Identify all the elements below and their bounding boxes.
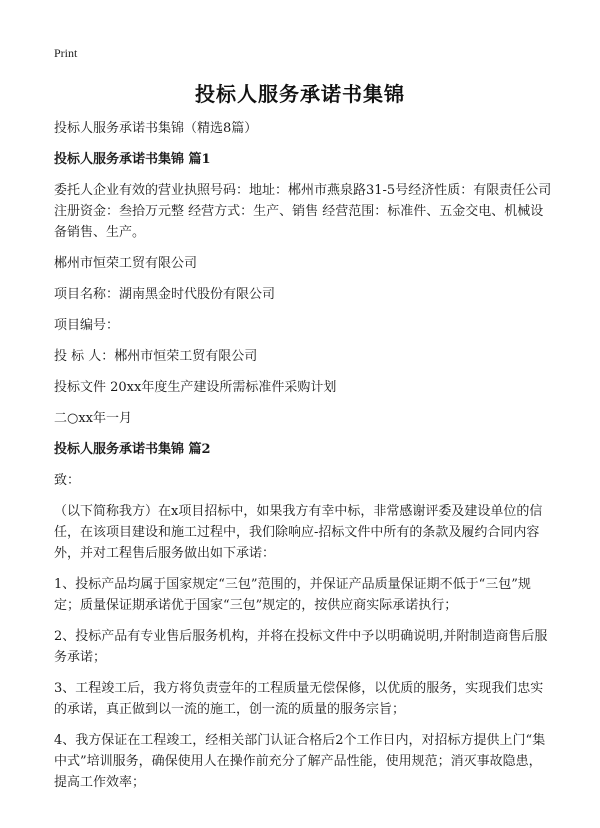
section-1-paragraph: 二○xx年一月 xyxy=(54,411,133,426)
section-2-paragraph: 致： xyxy=(54,473,81,488)
section-2-paragraph: 1、投标产品均属于国家规定“三包”范围的，并保证产品质量保证期不低于“三包”规定；质量保证期承诺优于国家“三包”规定的，按供应商实际承诺执行； xyxy=(54,577,531,613)
section-2-paragraph: 3、工程竣工后，我方将负责壹年的工程质量无偿保修，以优质的服务，实现我们忠实的承诺，真正做到以一流的施工，创一流的质量的服务宗旨； xyxy=(54,681,544,717)
section-1-paragraph: 项目编号： xyxy=(54,318,120,333)
section-1-paragraph: 投标文件 20xx年度生产建设所需标准件采购计划 xyxy=(54,380,337,395)
section-2-paragraph: 4、我方保证在工程竣工，经相关部门认证合格后2个工作日内，对招标方提供上门“集中式”培训服务，确保使用人在操作前充分了解产品性能，使用规范；消灭事故隐患，提高工作效率； xyxy=(54,733,546,790)
section-2-paragraph: 2、投标产品有专业售后服务机构，并将在投标文件中予以明确说明,并附制造商售后服务承诺； xyxy=(54,629,548,665)
section-2-paragraph: （以下简称我方）在x项目招标中，如果我方有幸中标，非常感谢评委及建设单位的信任，在该项目建设和施工过程中，我们除响应-招标文件中所有的条款及履约合同内容外，并对工程售后服务做出如下承诺： xyxy=(54,504,543,561)
section-1-paragraph: 郴州市恒荣工贸有限公司 xyxy=(54,256,198,271)
document-title: 投标人服务承诺书集锦 xyxy=(195,82,405,106)
section-1-paragraph: 委托人企业有效的营业执照号码：地址：郴州市燕泉路31-5号经济性质：有限责任公司 注册资金：叁拾万元整 经营方式：生产、销售 经营范围：标准件、五金交电、机械设备销售、生产。 xyxy=(54,183,552,240)
section-1-paragraph: 项目名称：湖南黑金时代股份有限公司 xyxy=(54,287,276,302)
section-1-paragraph: 投 标 人：郴州市恒荣工贸有限公司 xyxy=(54,349,258,364)
section-1-heading: 投标人服务承诺书集锦 篇1 xyxy=(54,152,211,167)
intro-paragraph: 投标人服务承诺书集锦（精选8篇） xyxy=(54,121,258,136)
document-body xyxy=(54,118,554,803)
print-label: Print xyxy=(54,46,78,60)
section-2-heading: 投标人服务承诺书集锦 篇2 xyxy=(54,442,211,457)
